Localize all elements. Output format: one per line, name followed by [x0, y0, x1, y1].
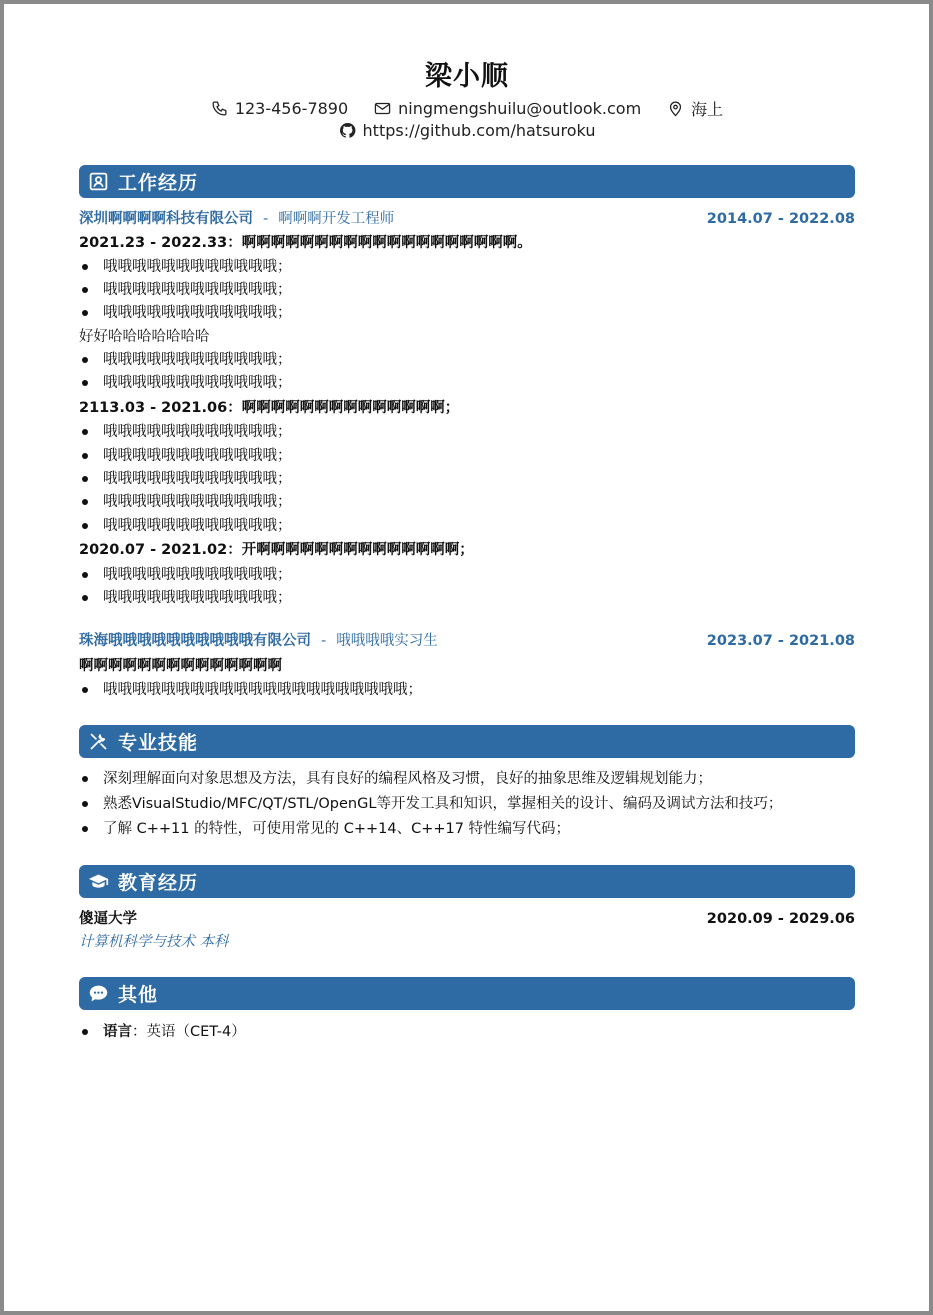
chat-bubble-icon	[88, 983, 109, 1004]
job2-period1-title: 啊啊啊啊啊啊啊啊啊啊啊啊啊啊	[79, 658, 282, 674]
contact-email	[374, 99, 641, 118]
job1-period1-title: 2021.23 - 2022.33：啊啊啊啊啊啊啊啊啊啊啊啊啊啊啊啊啊啊啊。	[79, 235, 532, 251]
person-name: 梁小顺	[425, 61, 509, 92]
list-item: 哦哦哦哦哦哦哦哦哦哦哦哦；	[79, 421, 879, 443]
list-item: 哦哦哦哦哦哦哦哦哦哦哦哦；	[79, 564, 879, 586]
list-item: 哦哦哦哦哦哦哦哦哦哦哦哦；	[79, 349, 879, 371]
location-text: 海上	[691, 100, 724, 119]
language-colon: ：	[132, 1024, 147, 1040]
contact-row	[79, 97, 855, 120]
list-item: 哦哦哦哦哦哦哦哦哦哦哦哦；	[79, 468, 879, 490]
list-item: 熟悉VisualStudio/MFC/QT/STL/OpenGL等开发工具和知识，掌握相关的设计、编码及调试方法和技巧；	[79, 793, 879, 815]
graduation-cap-icon	[88, 871, 109, 892]
job2-role: 哦哦哦哦实习生	[336, 633, 438, 649]
list-item: 哦哦哦哦哦哦哦哦哦哦哦哦；	[79, 515, 879, 537]
contact-phone	[211, 99, 348, 118]
tools-icon	[88, 731, 109, 752]
job2-dates: 2023.07 - 2021.08	[706, 633, 855, 649]
id-card-icon	[88, 171, 109, 192]
job1-header	[79, 208, 855, 230]
job2-company: 珠海哦哦哦哦哦哦哦哦哦哦有限公司	[79, 633, 311, 649]
job1-period3-title: 2020.07 - 2021.02：开啊啊啊啊啊啊啊啊啊啊啊啊啊啊；	[79, 542, 474, 558]
section-title-other: 其他	[118, 984, 159, 1006]
section-header-skills	[79, 725, 855, 758]
list-item: 哦哦哦哦哦哦哦哦哦哦哦哦；	[79, 445, 879, 467]
section-header-other	[79, 977, 855, 1010]
job1-period2-title: 2113.03 - 2021.06：啊啊啊啊啊啊啊啊啊啊啊啊啊啊；	[79, 400, 460, 416]
list-item: 哦哦哦哦哦哦哦哦哦哦哦哦哦哦哦哦哦哦哦哦哦；	[79, 679, 879, 701]
language-label: 语言	[103, 1024, 132, 1040]
section-header-work	[79, 165, 855, 198]
list-item: 深刻理解面向对象思想及方法，具有良好的编程风格及习惯，良好的抽象思维及逻辑规划能力；	[79, 768, 879, 790]
job1-role: 啊啊啊开发工程师	[278, 211, 395, 227]
job2-separator: -	[321, 633, 327, 649]
location-pin-icon	[667, 100, 684, 117]
section-title-work: 工作经历	[118, 172, 199, 194]
section-title-skills: 专业技能	[118, 732, 199, 754]
email-text: ningmengshuilu@outlook.com	[398, 99, 642, 118]
contact-location	[667, 97, 723, 120]
list-item: 哦哦哦哦哦哦哦哦哦哦哦哦；	[79, 372, 879, 394]
language-value: 英语（CET-4）	[146, 1024, 246, 1040]
envelope-icon	[374, 100, 391, 117]
job1-company: 深圳啊啊啊啊科技有限公司	[79, 211, 253, 227]
list-item: 哦哦哦哦哦哦哦哦哦哦哦哦；	[79, 279, 879, 301]
job2-header	[79, 630, 855, 652]
list-item: 了解 C++11 的特性，可使用常见的 C++14、C++17 特性编写代码；	[79, 818, 879, 840]
job1-separator: -	[263, 211, 269, 227]
list-item: 哦哦哦哦哦哦哦哦哦哦哦哦；	[79, 302, 879, 324]
contact-github	[339, 121, 596, 140]
resume-page	[4, 4, 929, 1311]
job1-subheading: 好好哈哈哈哈哈哈哈	[79, 329, 210, 345]
education-dates: 2020.09 - 2029.06	[706, 911, 855, 927]
phone-icon	[211, 100, 228, 117]
job1-dates: 2014.07 - 2022.08	[706, 211, 855, 227]
list-item	[79, 1021, 879, 1043]
github-link[interactable]: https://github.com/hatsuroku	[362, 121, 596, 140]
section-title-education: 教育经历	[118, 872, 199, 894]
education-row	[79, 908, 855, 930]
education-major: 计算机科学与技术 本科	[79, 934, 229, 950]
github-icon	[339, 122, 356, 139]
list-item: 哦哦哦哦哦哦哦哦哦哦哦哦；	[79, 256, 879, 278]
phone-text: 123-456-7890	[234, 99, 349, 118]
section-header-education	[79, 865, 855, 898]
school-name: 傻逼大学	[79, 911, 137, 927]
list-item: 哦哦哦哦哦哦哦哦哦哦哦哦；	[79, 491, 879, 513]
list-item: 哦哦哦哦哦哦哦哦哦哦哦哦；	[79, 587, 879, 609]
contact-row-github	[79, 121, 855, 140]
